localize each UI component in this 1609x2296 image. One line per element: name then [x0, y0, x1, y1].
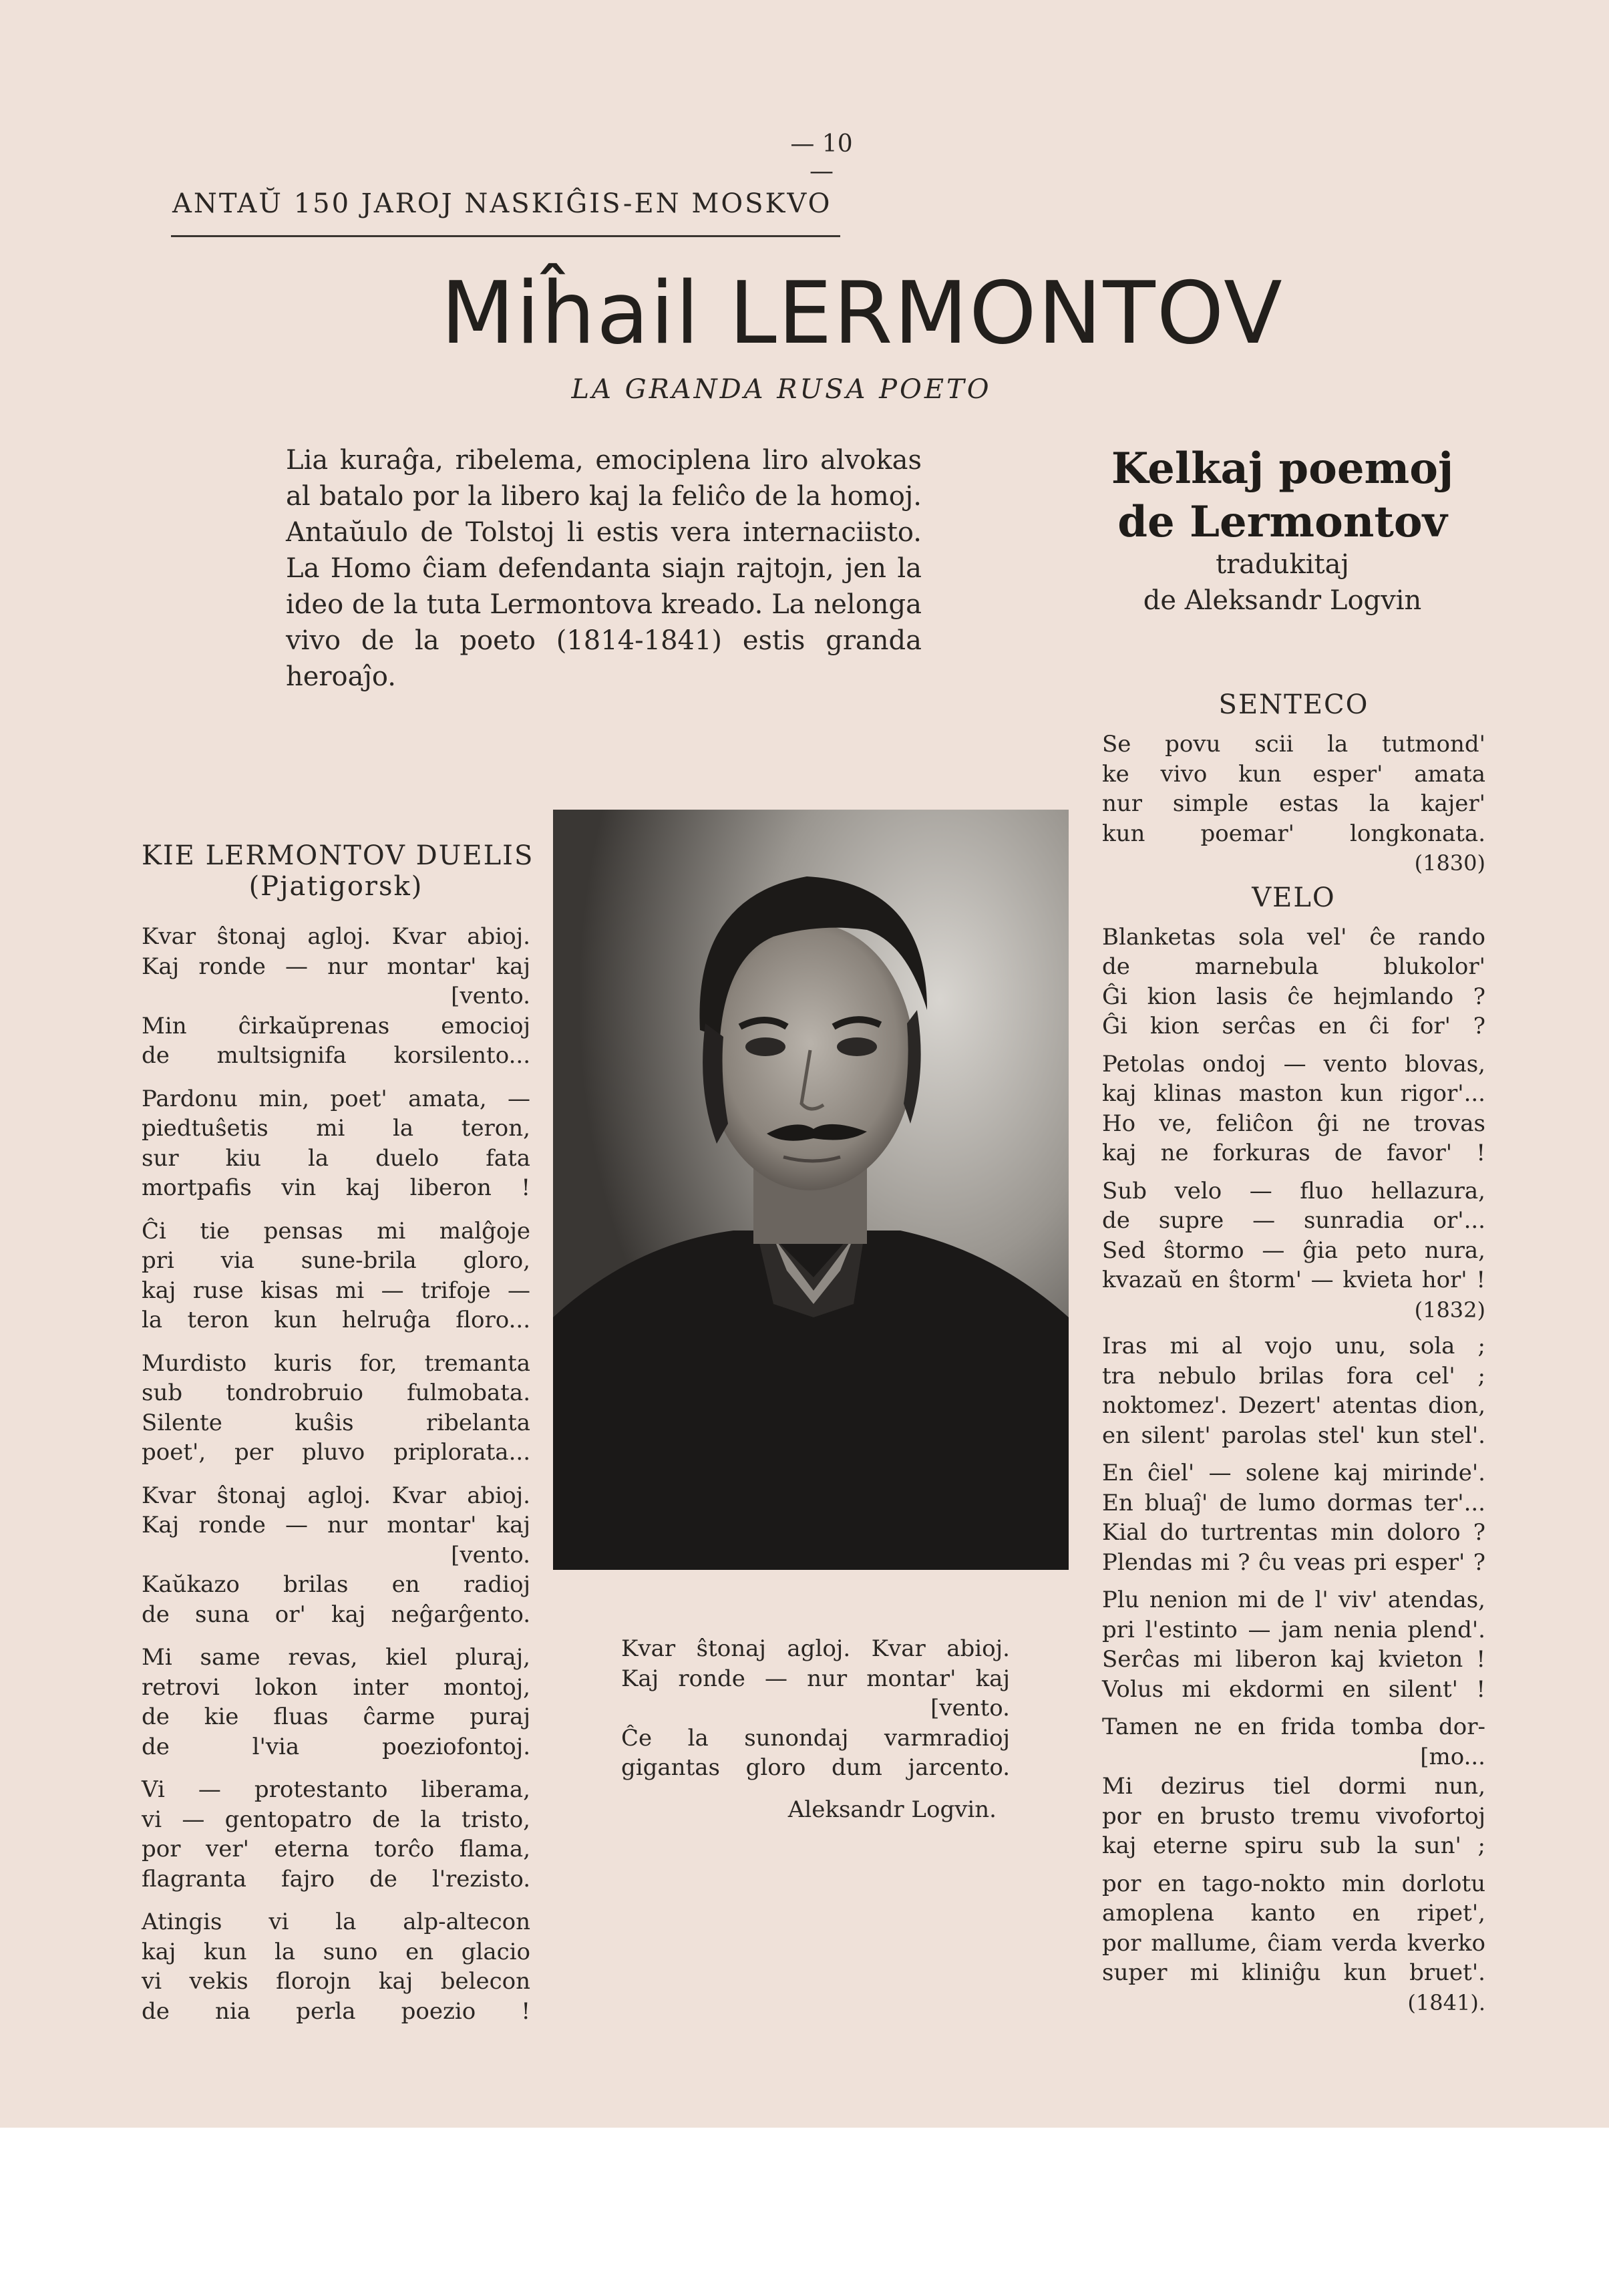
poem-line: Ho ve, feliĉon ĝi ne trovas	[1102, 1110, 1485, 1137]
poem-line: Silente kuŝis ribelanta	[142, 1409, 530, 1436]
stanza	[1102, 1458, 1485, 1577]
poem-line: de kie fluas ĉarme puraj	[142, 1703, 530, 1730]
poem-line: sub tondrobruio fulmobata.	[142, 1379, 530, 1406]
poem-line: Se povu scii la tutmond'	[1102, 731, 1485, 758]
middle-stanza	[621, 1634, 1010, 1783]
poem-line: Kvar ŝtonaj agloj. Kvar abioj.	[621, 1635, 1010, 1662]
poem-line: Kial do turtrentas min doloro ?	[1102, 1519, 1485, 1546]
poem-line: de suna or' kaj neĝarĝento.	[142, 1601, 530, 1628]
poem-line: kaj ruse kisas mi — trifoje —	[142, 1277, 530, 1304]
stanza	[142, 1481, 530, 1630]
poems-heading-line2: de Lermontov	[1117, 497, 1447, 547]
poem-line: pri l'estinto — jam nenia plend'.	[1102, 1616, 1485, 1643]
intro-text: Lia kuraĝa, ribelema, emociplena liro alvokas al batalo por la libero kaj la feliĉo de la homoj. Antaŭulo de Tolstoj li estis vera internaciisto. La Homo ĉiam defendanta siajn rajtojn, jen la ideo de la tuta Lermontova kreado. La nelonga vivo de la poeto (1814-1841) estis granda heroaĵo.	[286, 445, 922, 692]
poem-line: vi — gentopatro de la tristo,	[142, 1806, 530, 1833]
poem-line: en silent' parolas stel' kun stel'.	[1102, 1422, 1485, 1449]
poem-line: Ĉe la sunondaj varmradioj	[621, 1724, 1010, 1752]
translator-credit	[1082, 546, 1483, 619]
stanza	[142, 1349, 530, 1468]
stanza	[1102, 1049, 1485, 1168]
stanza	[1102, 1869, 1485, 1988]
poems-heading-line1: Kelkaj poemoj	[1111, 444, 1454, 494]
poem-line: Ĉi tie pensas mi malĝoje	[142, 1217, 530, 1245]
poem-line: Kvar ŝtonaj agloj. Kvar abioj.	[142, 923, 530, 950]
poem-line: nur simple estas la kajer'	[1102, 790, 1485, 817]
poem-line: poet', per pluvo priplorata...	[142, 1439, 530, 1466]
poem-line: pri via sune-brila gloro,	[142, 1247, 530, 1274]
stanza	[1102, 1585, 1485, 1704]
left-poem-title: KIE LERMONTOV DUELIS	[142, 840, 534, 871]
poem-line: Blanketas sola vel' ĉe rando	[1102, 923, 1485, 951]
portrait-of-lermontov	[553, 810, 1069, 1570]
middle-stanza-column	[621, 1634, 1010, 1823]
poem-line: Mi same revas, kiel pluraj,	[142, 1644, 530, 1671]
poem-line: por en tago-nokto min dorlotu	[1102, 1870, 1485, 1897]
poem-line: tra nebulo brilas fora cel' ;	[1102, 1362, 1485, 1389]
stanza	[1102, 923, 1485, 1041]
right-poem-column	[1102, 689, 1485, 2017]
article-subtitle: LA GRANDA RUSA POETO	[571, 374, 992, 405]
poem-line: por ver' eterna torĉo flama,	[142, 1836, 530, 1862]
stanza	[1102, 1712, 1485, 1861]
poem-line: de supre — sunradia or'...	[1102, 1207, 1485, 1234]
left-poem-body	[142, 922, 530, 2026]
poem-line: Iras mi al vojo unu, sola ;	[1102, 1333, 1485, 1359]
poem-line: de marnebula blukolor'	[1102, 953, 1485, 980]
left-poem-place: (Pjatigorsk)	[248, 871, 423, 902]
stanza	[142, 922, 530, 1071]
poem-line: Ĝi kion lasis ĉe hejmlando ?	[1102, 983, 1485, 1010]
stanza	[142, 1775, 530, 1894]
portrait-image	[553, 810, 1069, 1570]
poem-line: sur kiu la duelo fata	[142, 1144, 530, 1172]
stanza	[1102, 729, 1485, 848]
poem-line: por mallume, ĉiam verda kverko	[1102, 1929, 1485, 1957]
poem-line: ke vivo kun esper' amata	[1102, 760, 1485, 788]
poem-line: noktomez'. Dezert' atentas dion,	[1102, 1392, 1485, 1419]
poem-line: piedtuŝetis mi la teron,	[142, 1115, 530, 1142]
poem-year: (1832)	[1414, 1297, 1485, 1323]
poem-line: gigantas gloro dum jarcento.	[621, 1754, 1010, 1781]
senteco-title: SENTECO	[1218, 689, 1369, 720]
poem-line: Kaŭkazo brilas en radioj	[142, 1571, 530, 1598]
poem-line: por en brusto tremu vivofortoj	[1102, 1802, 1485, 1830]
poem-line: amoplena kanto en ripet',	[1102, 1900, 1485, 1927]
header-rule	[171, 235, 840, 237]
stanza	[142, 1907, 530, 2026]
poem-line: retrovi lokon inter montoj,	[142, 1673, 530, 1701]
poem-line: vi vekis florojn kaj belecon	[142, 1968, 530, 1995]
poem-line: kvazaŭ en ŝtorm' — kvieta hor' !	[1102, 1267, 1485, 1293]
poem-line: En bluaĵ' de lumo dormas ter'...	[1102, 1489, 1485, 1516]
poem-line: [vento.	[451, 983, 530, 1009]
poem-line: la teron kun helruĝa floro...	[142, 1307, 530, 1333]
poem-line: [vento.	[451, 1541, 530, 1569]
poem-year: (1830)	[1414, 850, 1485, 876]
poem-line: Tamen ne en frida tomba dor-	[1102, 1713, 1485, 1740]
poem-line: de multsignifa korsilento...	[142, 1042, 530, 1069]
stanza	[621, 1634, 1010, 1783]
poem-line: Plendas mi ? ĉu veas pri esper' ?	[1102, 1548, 1485, 1576]
poem-line: Petolas ondoj — vento blovas,	[1102, 1050, 1485, 1078]
page-number: — 10 —	[790, 130, 853, 185]
iras-poem	[1102, 1331, 1485, 2017]
poem-line: Murdisto kuris for, tremanta	[142, 1349, 530, 1377]
velo-poem	[1102, 923, 1485, 1325]
poem-line: kaj ne forkuras de favor' !	[1102, 1140, 1485, 1166]
poem-line: Plu nenion mi de l' viv' atendas,	[1102, 1587, 1485, 1613]
poem-line: Sed ŝtormo — ĝia peto nura,	[1102, 1237, 1485, 1264]
poem-line: Kaj ronde — nur montar' kaj	[142, 1512, 530, 1538]
poem-year: (1841).	[1407, 1989, 1485, 2015]
poem-line: kaj eterne spiru sub la sun' ;	[1102, 1832, 1485, 1859]
stanza	[1102, 1176, 1485, 1295]
poems-heading	[1082, 442, 1483, 549]
poem-line: Volus mi ekdormi en silent' !	[1102, 1675, 1485, 1703]
poem-line: En ĉiel' — solene kaj mirinde'.	[1102, 1460, 1485, 1486]
poem-line: kun poemar' longkonata.	[1102, 820, 1485, 847]
poem-line: Kvar ŝtonaj agloj. Kvar abioj.	[142, 1482, 530, 1509]
section-header: ANTAŬ 150 JAROJ NASKIĜIS-EN MOSKVO	[172, 188, 832, 219]
stanza	[142, 1084, 530, 1203]
poem-line: [mo...	[1420, 1743, 1485, 1770]
stanza	[142, 1216, 530, 1335]
poem-line: flagranta fajro de l'rezisto.	[142, 1865, 530, 1893]
poem-line: kaj klinas maston kun rigor'...	[1102, 1080, 1485, 1107]
poem-line: kaj kun la suno en glacio	[142, 1938, 530, 1965]
senteco-poem	[1102, 729, 1485, 878]
poem-line: Ĝi kion serĉas en ĉi for' ?	[1102, 1013, 1485, 1039]
poem-line: Kaj ronde — nur montar' kaj	[621, 1665, 1010, 1692]
stanza	[1102, 1331, 1485, 1450]
poem-line: de nia perla poezio !	[142, 1997, 530, 2025]
translated-label: tradukitaj	[1216, 549, 1349, 580]
poem-line: super mi kliniĝu kun bruet'.	[1102, 1959, 1485, 1986]
poem-line: Mi dezirus tiel dormi nun,	[1102, 1773, 1485, 1800]
velo-title: VELO	[1252, 882, 1336, 913]
poem-line: Pardonu min, poet' amata, —	[142, 1085, 530, 1112]
poem-line: de l'via poeziofontoj.	[142, 1733, 530, 1760]
poem-line: Serĉas mi liberon kaj kvieton !	[1102, 1646, 1485, 1673]
poem-line: [vento.	[930, 1695, 1010, 1721]
translator-name: de Aleksandr Logvin	[1143, 585, 1422, 616]
stanza	[142, 1643, 530, 1762]
poem-line: Vi — protestanto liberama,	[142, 1776, 530, 1803]
poem-line: Atingis vi la alp-altecon	[142, 1909, 530, 1935]
poem-line: Min ĉirkaŭprenas emocioj	[142, 1012, 530, 1039]
poem-line: mortpafis vin kaj liberon !	[142, 1174, 530, 1201]
signature: Aleksandr Logvin.	[787, 1796, 997, 1823]
intro-paragraph	[286, 442, 922, 695]
article-title: Miĥail LERMONTOV	[441, 264, 1284, 363]
poem-line: Sub velo — fluo hellazura,	[1102, 1177, 1485, 1204]
poem-line: Kaj ronde — nur montar' kaj	[142, 953, 530, 980]
left-poem-column	[142, 840, 534, 2039]
